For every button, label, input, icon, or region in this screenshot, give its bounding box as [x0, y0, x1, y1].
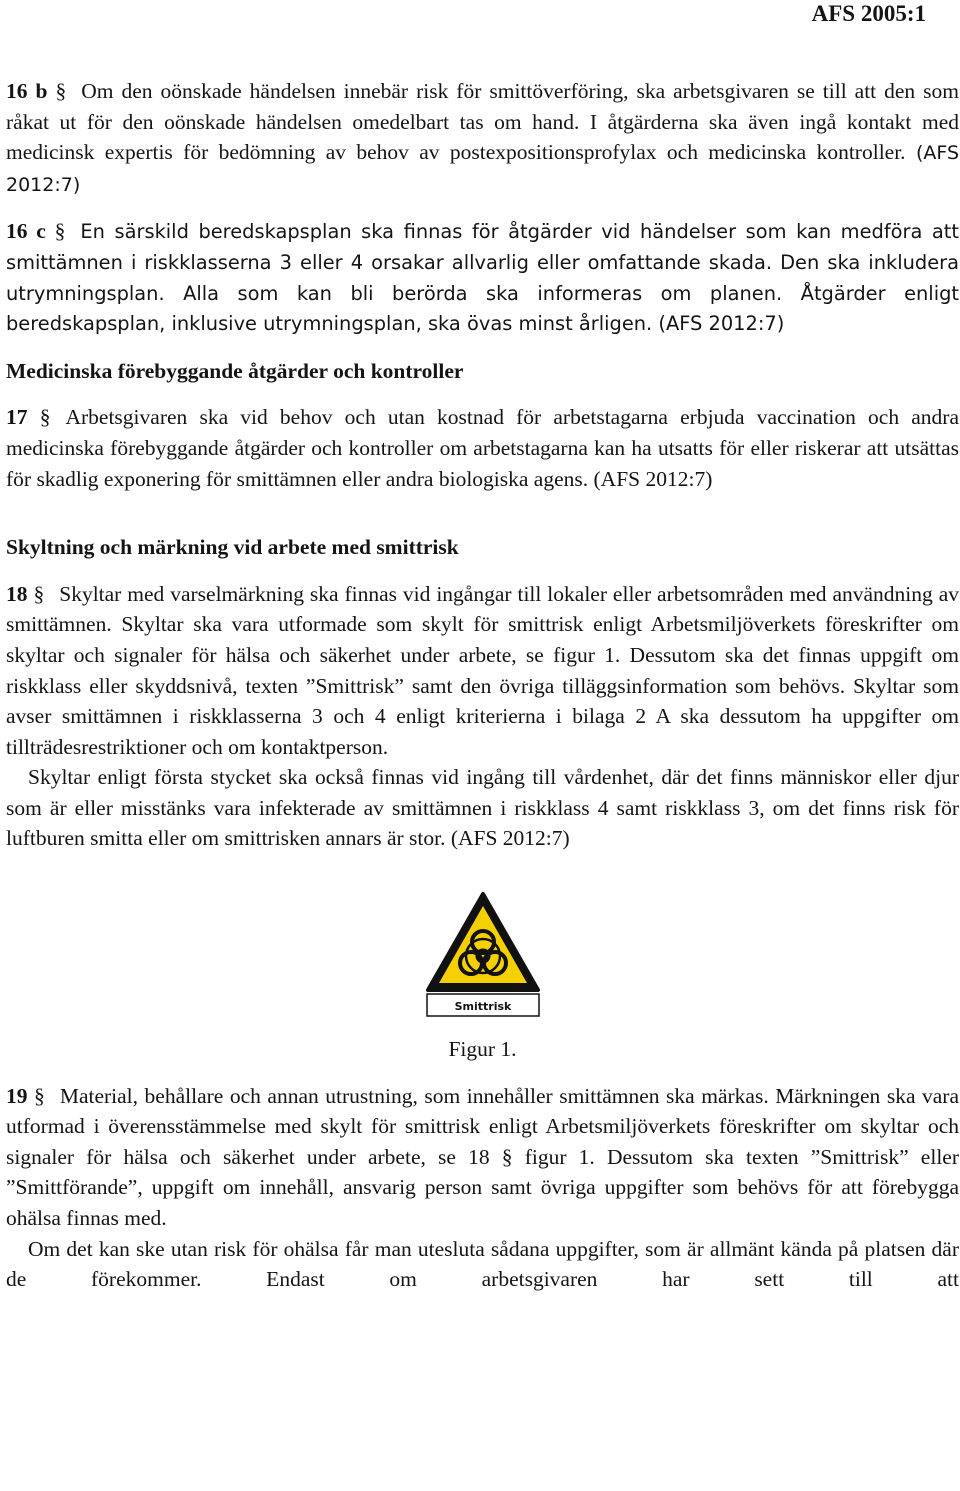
section-text: En särskild beredskapsplan ska finnas för åtgärder vid händelser som kan medföra att smittämnen i riskklasserna 3 eller 4 orsakar allvarlig eller omfattande skada. Den ska inkludera utrymningsplan. Alla som kan bli berörda ska informeras om planen. Åtgärder enligt beredskapsplan, inklusive utrymningsplan, ska övas minst årligen. (AFS 2012:7) [6, 220, 960, 336]
sign-label: Smittrisk [454, 1000, 511, 1014]
section-16b [6, 76, 959, 200]
section-18-paragraph-2: Skyltar enligt första stycket ska också finnas vid ingång till vårdenhet, där det finns människor eller djur som är eller misstänks vara infekterade av smittämnen i riskklass 4 samt riskklass 3, om det finns risk för luftburen smitta eller om smittrisken annars är stor. (AFS 2012:7) [6, 765, 959, 851]
document-id: AFS 2005:1 [811, 1, 926, 26]
heading-medicinska: Medicinska förebyggande åtgärder och kontroller [6, 358, 464, 383]
section-19-paragraph-2: Om det kan ske utan risk för ohälsa får man utesluta sådana uppgifter, som är allmänt kända på platsen där de förekommer. Endast om arbetsgivaren har sett till att [6, 1236, 959, 1292]
section-reference: (AFS 2012:7) [6, 142, 960, 196]
section-number: 18 § [6, 581, 45, 606]
biohazard-sign-icon [425, 890, 541, 1018]
section-17 [6, 402, 959, 494]
figure-1 [6, 854, 959, 1065]
section-number: 19 § [6, 1083, 45, 1108]
section-number: 16 c § [6, 219, 66, 244]
section-number: 16 b § [6, 79, 67, 103]
heading-skyltning: Skyltning och märkning vid arbete med smittrisk [6, 535, 459, 560]
section-18 [6, 579, 959, 763]
section-text: Material, behållare och annan utrustning, som innehåller smittämnen ska märkas. Märkningen ska vara utformad i överensstämmelse med skylt för smittrisk enligt Arbetsmiljöverkets föreskrifter om skyltar och signaler för hälsa och säkerhet under arbete, se 18 § figur 1. Dessutom ska texten ”Smittrisk” eller ”Smittförande”, uppgift om innehåll, ansvarig person samt övriga uppgifter som behövs för att förebygga ohälsa finnas med. [6, 1083, 960, 1231]
section-text: Skyltar med varselmärkning ska finnas vid ingångar till lokaler eller arbetsområden med användning av smittämnen. Skyltar ska vara utformade som skylt för smittrisk enligt Arbetsmiljöverkets föreskrifter om skyltar och signaler för hälsa och säkerhet under arbete, se figur 1. Dessutom ska det finnas uppgift om riskklass eller skyddsnivå, texten ”Smittrisk” samt den övriga tilläggsinformation som behövs. Skyltar som avser smittämnen i riskklasserna 3 och 4 enligt kriterierna i bilaga 2 A ska dessutom ha uppgifter om tillträdesrestriktioner och om kontaktperson. [6, 581, 960, 759]
figure-caption: Figur 1. [448, 1037, 517, 1062]
section-text: Arbetsgivaren ska vid behov och utan kostnad för arbetstagarna erbjuda vaccination och andra medicinska förebyggande åtgärder och kontroller om arbetstagarna kan ha utsatts för eller riskerar att utsättas för skadlig exponering för smittämnen eller andra biologiska agens. (AFS 2012:7) [6, 405, 960, 491]
section-number: 17 § [6, 405, 51, 430]
section-16c [6, 216, 959, 339]
section-19 [6, 1081, 959, 1234]
section-text: Om den oönskade händelsen innebär risk för smittöverföring, ska arbetsgivaren se till att den som råkat ut för den oönskade händelsen omedelbart tas om hand. I åtgärderna ska även ingå kontakt med medicinsk expertis för bedömning av behov av postexpositionsprofylax och medicinska kontroller. [6, 79, 959, 165]
document-body [6, 76, 959, 1295]
